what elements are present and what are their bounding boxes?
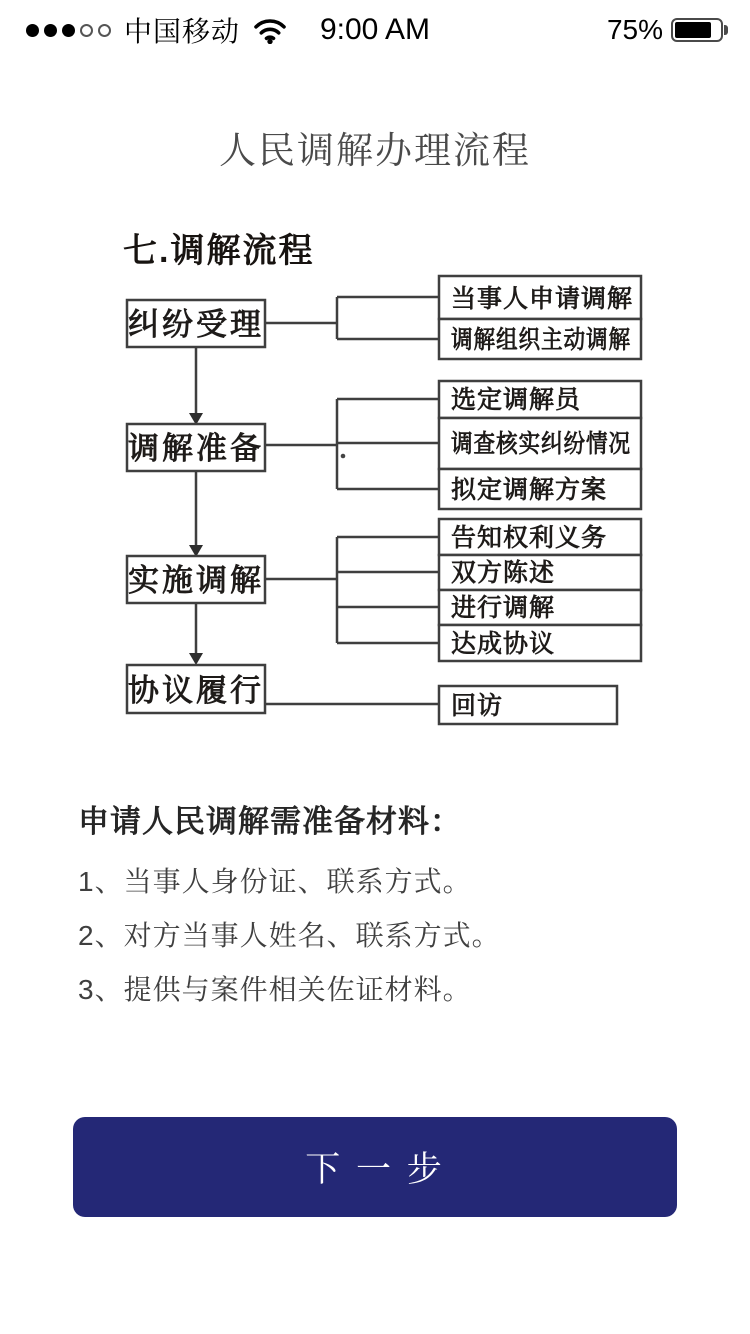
flow-stage-label: 纠纷受理 xyxy=(128,307,264,342)
arrow-head-3 xyxy=(189,653,203,665)
flowchart-title: 七.调解流程 xyxy=(123,232,315,270)
battery-body xyxy=(671,18,723,42)
flow-step-label: 当事人申请调解 xyxy=(451,285,634,313)
status-bar-right xyxy=(607,0,728,60)
flow-step-label: 调查核实纠纷情况 xyxy=(451,430,631,458)
materials-heading: 申请人民调解需准备材料： xyxy=(78,804,462,839)
flow-step-label: 双方陈述 xyxy=(451,559,556,587)
battery-icon xyxy=(671,18,728,42)
mediation-flowchart-image xyxy=(95,212,655,740)
next-step-button[interactable]: 下 一 步 xyxy=(73,1117,677,1217)
flowchart-svg xyxy=(95,212,655,740)
battery-nub xyxy=(724,25,728,35)
flow-step-label: 选定调解员 xyxy=(451,386,582,414)
battery-percent: 75% xyxy=(606,14,663,45)
flow-step-label: 告知权利义务 xyxy=(451,524,608,552)
flow-stage-label: 调解准备 xyxy=(128,431,264,466)
flow-stage-label: 实施调解 xyxy=(128,563,264,598)
page-title: 人民调解办理流程 xyxy=(219,130,531,171)
carrier-label: 中国移动 xyxy=(124,16,241,47)
stray-dot xyxy=(341,454,346,459)
flow-step-label: 达成协议 xyxy=(451,630,556,658)
flow-step-label: 拟定调解方案 xyxy=(451,476,608,504)
flow-step-label: 进行调解 xyxy=(451,594,556,622)
material-item: 2、对方当事人姓名、联系方式。 xyxy=(78,920,501,951)
flow-step-label: 调解组织主动调解 xyxy=(451,326,655,354)
clock: 9:00 AM xyxy=(319,13,431,46)
status-bar xyxy=(0,0,750,60)
flow-step-label: 回访 xyxy=(451,692,504,720)
material-item: 1、当事人身份证、联系方式。 xyxy=(78,866,472,897)
battery-fill xyxy=(675,22,711,38)
flow-stage-label: 协议履行 xyxy=(128,673,264,708)
material-item: 3、提供与案件相关佐证材料。 xyxy=(78,974,472,1005)
materials-section xyxy=(78,796,678,1027)
